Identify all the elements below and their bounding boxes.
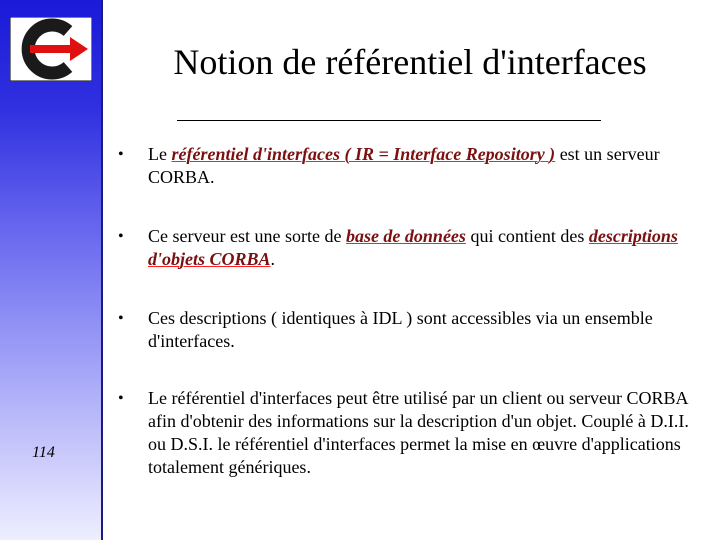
bullet-text-segment: Le référentiel d'interfaces peut être utilisé par un client ou serveur CORBA afin d'obtenir des informations sur la description d'un objet. Couplé à D.I.I. ou D.S.I. le référentiel d'interfaces permet la mise en œuvre d'applications totalement génériques. <box>148 388 689 477</box>
emphasized-term: base de données <box>345 226 466 246</box>
bullet-text-segment: . <box>270 249 276 269</box>
bullet-marker: • <box>118 146 124 163</box>
bullet-text <box>148 143 708 189</box>
title-divider <box>177 120 601 121</box>
slide-title: Notion de référentiel d'interfaces <box>173 42 647 82</box>
c-arrow-logo-icon <box>10 17 92 81</box>
bullet-text <box>148 307 708 353</box>
sidebar-band <box>0 0 103 540</box>
bullet-text-segment: Le <box>148 144 172 164</box>
bullet-text <box>148 225 708 271</box>
emphasized-term: descriptions d'objets CORBA <box>148 226 678 269</box>
bullet-marker: • <box>118 390 124 407</box>
bullet-marker: • <box>118 310 124 327</box>
bullet-text <box>148 387 708 479</box>
bullet-text-segment: qui contient des <box>465 226 589 246</box>
bullet-marker: • <box>118 228 124 245</box>
emphasized-term: référentiel d'interfaces ( IR = Interface Repository ) <box>171 144 556 164</box>
bullet-text-segment: Ce serveur est une sorte de <box>148 226 346 246</box>
bullet-text-segment: est un serveur CORBA. <box>148 144 660 187</box>
bullet-text-segment: Ces descriptions ( identiques à IDL ) sont accessibles via un ensemble d'interfaces. <box>148 308 653 351</box>
page-number: 114 <box>32 444 55 461</box>
